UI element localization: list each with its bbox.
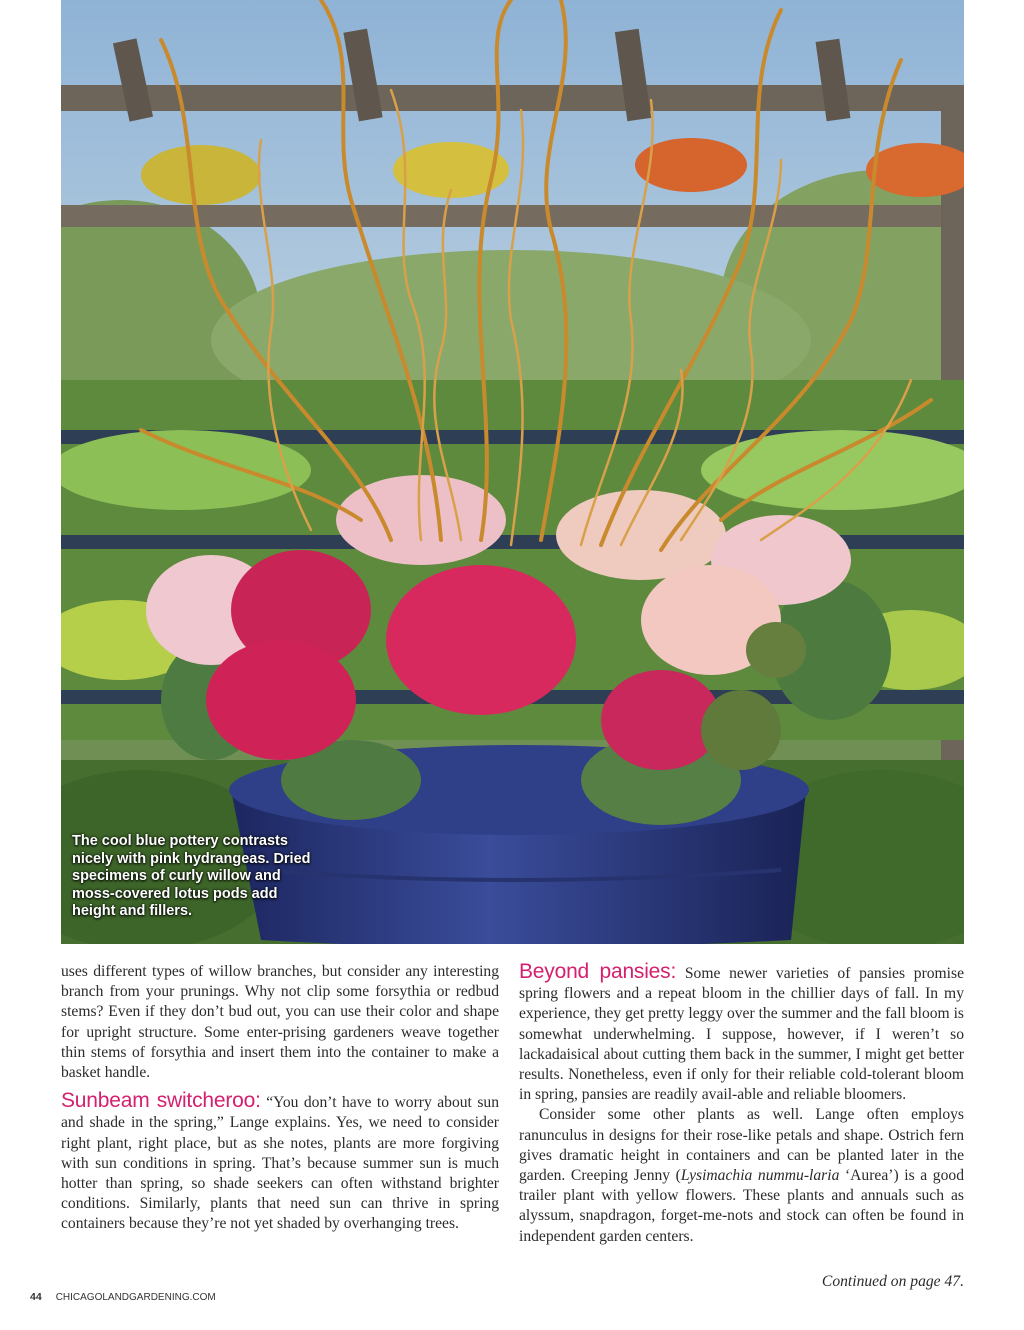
sunbeam-body: “You don’t have to worry about sun and shade in the spring,” Lange explains. Yes, we need to consider right plant, right place, but as she notes, plants are more forgiving with sun conditions in spring. That’s because summer sun is much hotter than spring, so shade seekers can often withstand brighter conditions. Similarly, plants that need sun can thrive in spring containers because they’re not yet shaded by overhanging trees. [61, 1094, 500, 1233]
sunbeam-heading: Sunbeam switcheroo: [61, 1089, 261, 1113]
other-plants-paragraph [519, 1105, 964, 1246]
page-footer [30, 1291, 216, 1303]
photo-caption: The cool blue pottery contrasts nicely with pink hydrangeas. Dried specimens of curly willow and moss-covered lotus pods add height and fillers. [72, 833, 311, 919]
pansies-heading: Beyond pansies: [519, 960, 677, 983]
right-column [519, 962, 964, 1247]
left-column [61, 962, 499, 1235]
page-number: 44 [30, 1291, 42, 1303]
sunbeam-section [61, 1091, 499, 1234]
continued-link[interactable]: Continued on page 47. [821, 1273, 964, 1290]
site-url[interactable]: CHICAGOLANDGARDENING.COM [55, 1292, 216, 1303]
container-garden-illustration [61, 0, 964, 944]
pansies-section [519, 962, 964, 1105]
pansies-body: Some newer varieties of pansies promise spring flowers and a repeat bloom in the chillier days of fall. In my experience, they get pretty leggy over the summer and the fall bloom is somewhat underwhelming. I suppose, however, if I weren’t so lackadaisical about cutting them back in the summer, I might get better results. Nonetheless, even if only for their reliable cold-tolerant bloom in spring, pansies are readily avail-able and reliable bloomers. [519, 965, 965, 1104]
other-plants-text-a: Consider some other plants as well. Lange often employs ranunculus in designs for their rose-like petals and shape. Ostrich fern gives dramatic height in containers and can be planted later in the garden. Creeping Jenny ( [519, 1106, 964, 1185]
intro-paragraph: uses different types of willow branches, but consider any interesting branch from your prunings. Why not clip some forsythia or redbud stems? Even if they don’t bud out, you can use their color and shape for upright structure. Some enter-prising gardeners weave together thin stems of forsythia and insert them into the container to make a basket handle. [61, 963, 499, 1082]
latin-name: Lysimachia nummu-laria [680, 1167, 840, 1185]
other-plants-text-b: ‘Aurea’) is a good trailer plant with yellow flowers. These plants and annuals such as alyssum, snapdragon, forget-me-nots and stock can often be found in independent garden centers. [519, 1167, 964, 1245]
hero-photo [61, 0, 964, 944]
